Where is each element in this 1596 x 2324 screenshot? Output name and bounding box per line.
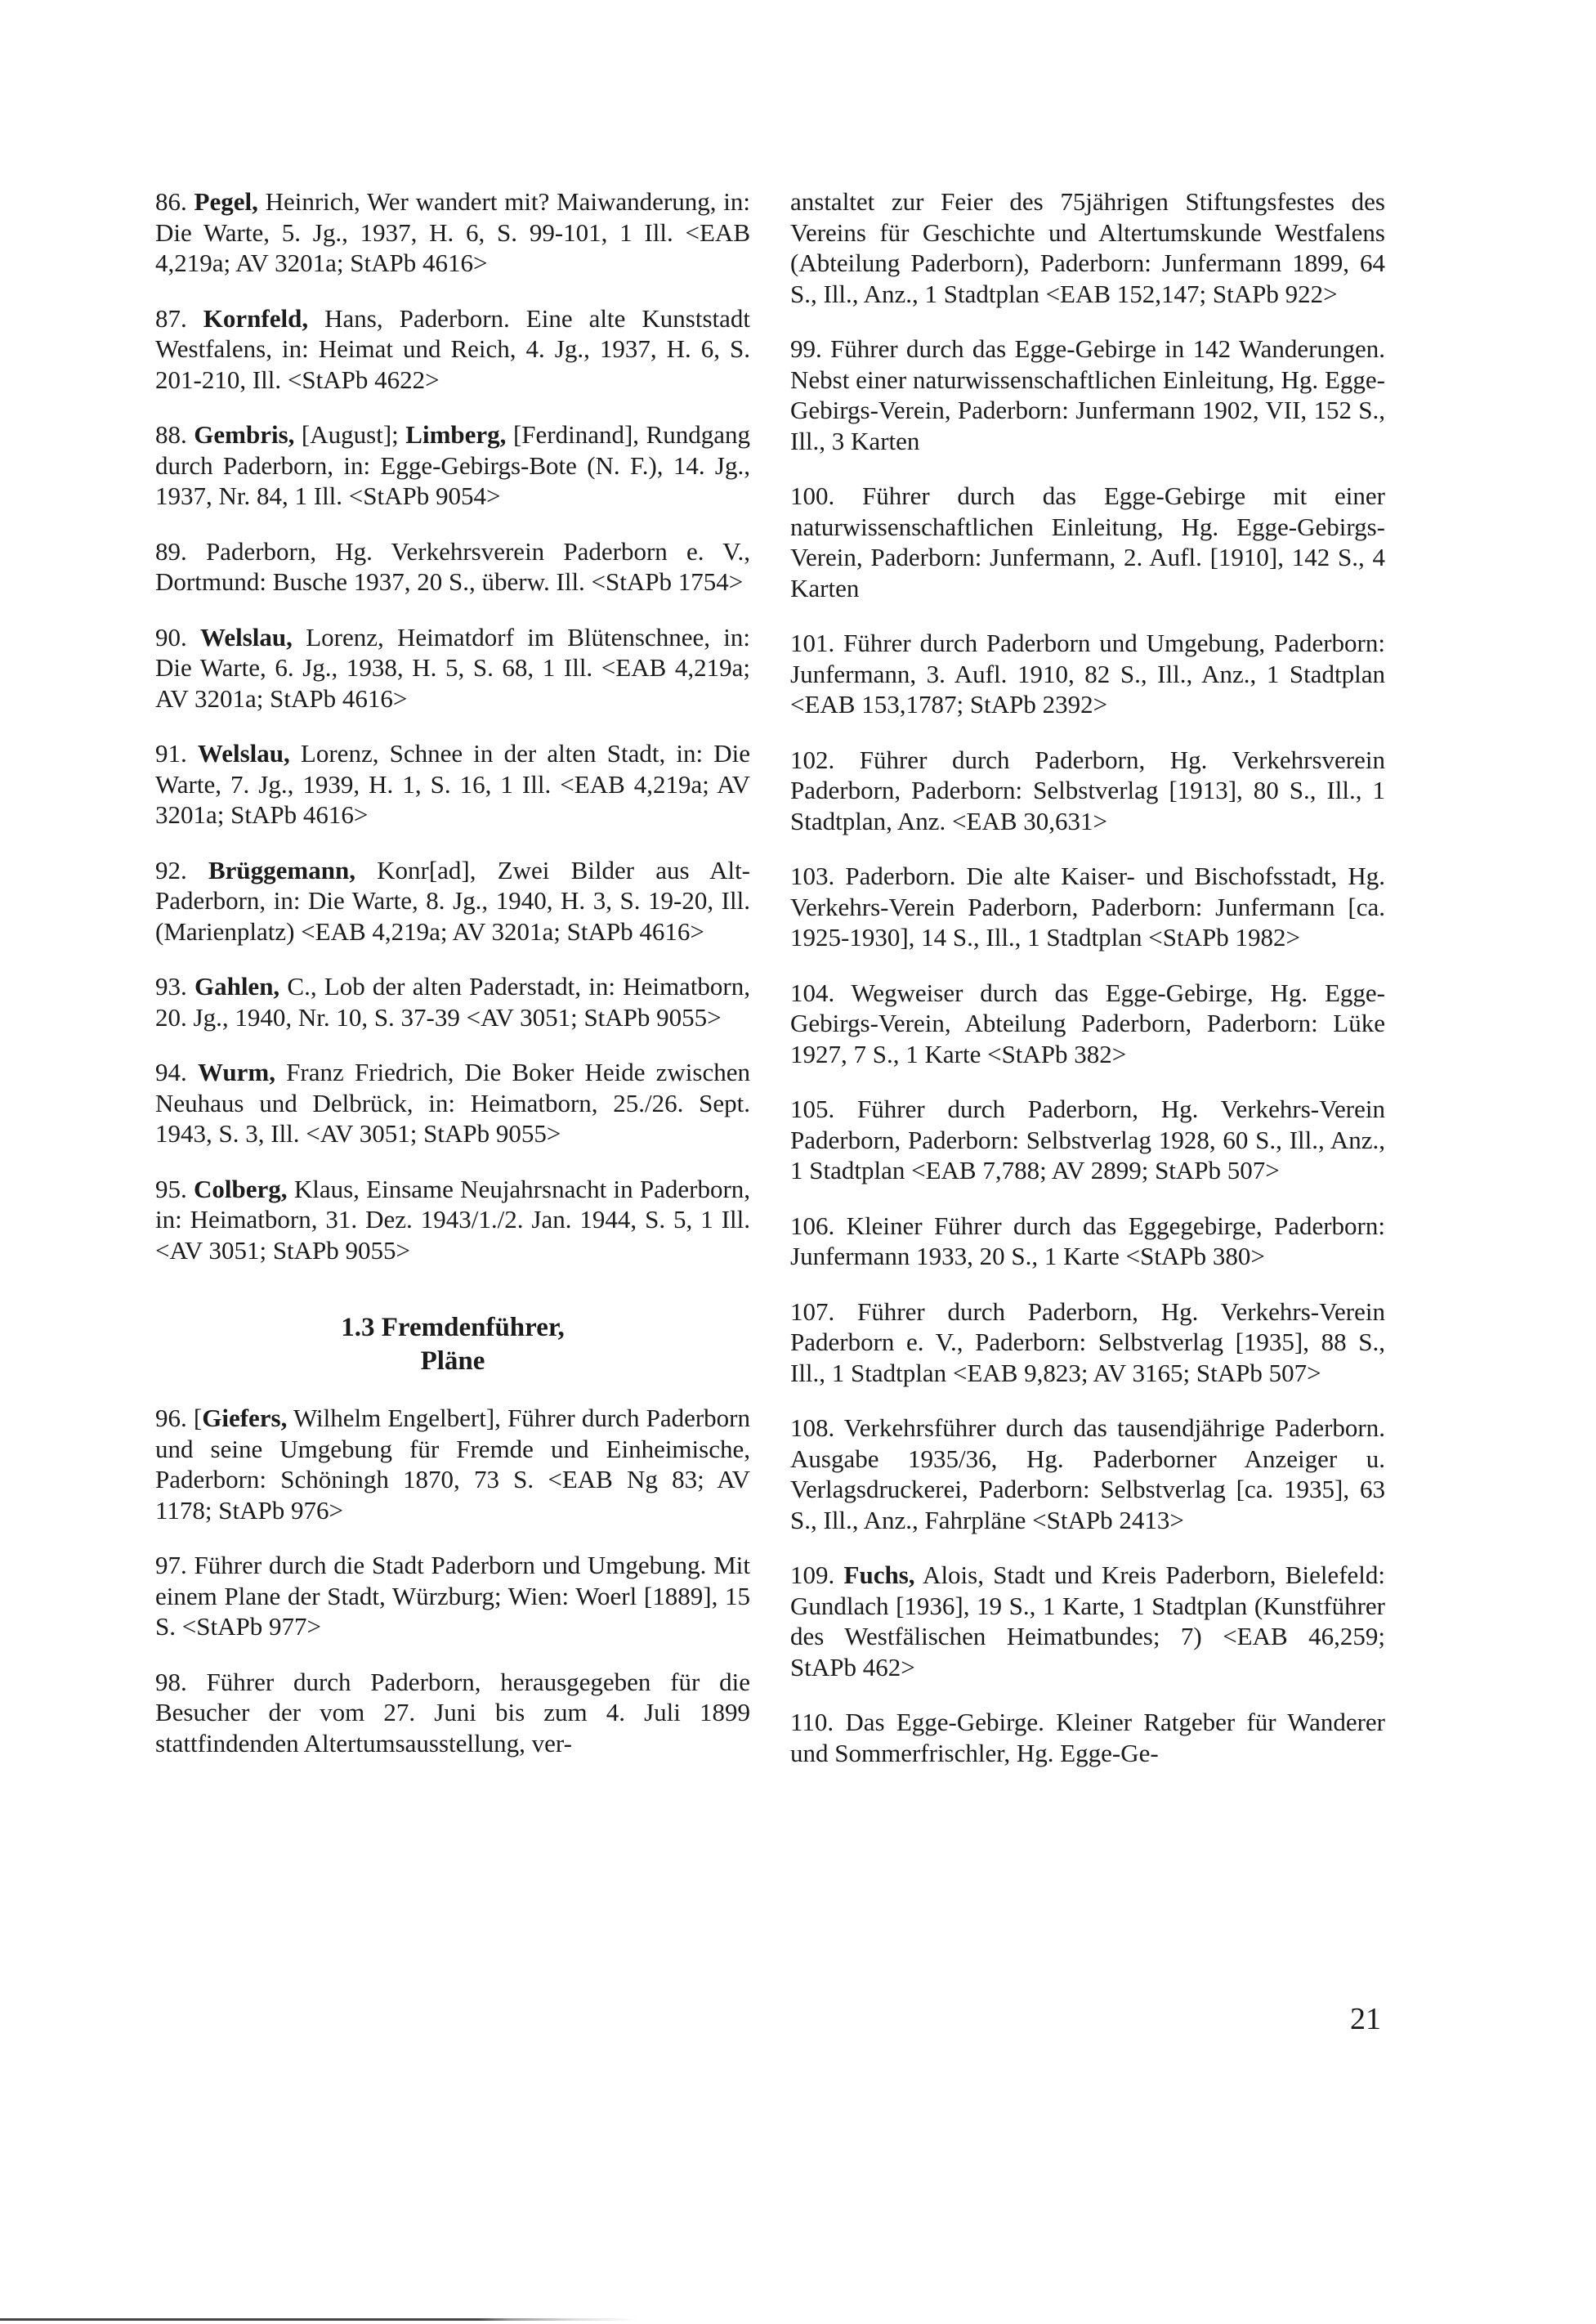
author: Kornfeld, bbox=[203, 303, 309, 333]
author: Pegel, bbox=[194, 187, 258, 216]
entry-107: 107. Führer durch Paderborn, Hg. Verkehrs-Verein Paderborn e. V., Paderborn: Selbstverlag [1935], 88 S., Ill., 1 Stadtplan <EAB 9,823; AV 3165; StAPb 507> bbox=[790, 1296, 1385, 1387]
entry-105: 105. Führer durch Paderborn, Hg. Verkehrs-Verein Paderborn, Paderborn: Selbstverlag 1928, 60 S., Ill., Anz., 1 Stadtplan <EAB 7,788; AV 2899; StAPb 507> bbox=[790, 1095, 1385, 1184]
section-heading-line1: 1.3 Fremdenführer, bbox=[341, 1313, 565, 1342]
page-number: 21 bbox=[1350, 2002, 1381, 2036]
entry-108: 108. Verkehrsführer durch das tausendjährige Paderborn. Ausgabe 1935/36, Hg. Paderborner Anzeiger u. Verlagsdruckerei, Paderborn: Selbstverlag [ca. 1935], 63 S., Ill., Anz., Fahrpläne <StAPb 2413> bbox=[790, 1413, 1385, 1534]
section-heading bbox=[155, 1311, 750, 1378]
entry-91: 91. Welslau, Lorenz, Schnee in der alten Stadt, in: Die Warte, 7. Jg., 1939, H. 1, S. 16, 1 Ill. <EAB 4,219a; AV 3201a; StAPb 4616> bbox=[155, 739, 751, 829]
left-column bbox=[155, 186, 750, 1783]
author: Giefers, bbox=[202, 1404, 288, 1432]
entry-94: 94. Wurm, Franz Friedrich, Die Boker Heide zwischen Neuhaus und Delbrück, in: Heimatborn, 25./26. Sept. 1943, S. 3, Ill. <AV 3051; StAPb 9055> bbox=[155, 1058, 751, 1148]
entry-86: 86. Pegel, Heinrich, Wer wandert mit? Maiwanderung, in: Die Warte, 5. Jg., 1937, H. 6, S. 99-101, 1 Ill. <EAB 4,219a; AV 3201a; StAPb 4616> bbox=[155, 187, 750, 277]
entry-98: 98. Führer durch Paderborn, herausgegeben für die Besucher der vom 27. Juni bis zum 4. Juli 1899 stattfindenden Altertumsausstellung, ver- bbox=[155, 1667, 750, 1758]
entry-110: 110. Das Egge-Gebirge. Kleiner Ratgeber für Wanderer und Sommerfrischler, Hg. Egge-Ge- bbox=[790, 1708, 1385, 1767]
entry-98-continuation: anstaltet zur Feier des 75jährigen Stiftungsfestes des Vereins für Geschichte und Altertumskunde Westfalens (Abteilung Paderborn), Paderborn: Junfermann 1899, 64 S., Ill., Anz., 1 Stadtplan <EAB 152,147; StAPb 922> bbox=[790, 187, 1385, 308]
entry-96: 96. [Giefers, Wilhelm Engelbert], Führer durch Paderborn und seine Umgebung für Fremde und Einheimische, Paderborn: Schöningh 1870, 73 S. <EAB Ng 83; AV 1178; StAPb 976> bbox=[155, 1404, 750, 1525]
entry-95: 95. Colberg, Klaus, Einsame Neujahrsnacht in Paderborn, in: Heimatborn, 31. Dez. 1943/1./2. Jan. 1944, S. 5, 1 Ill. <AV 3051; StAPb 9055> bbox=[155, 1174, 751, 1265]
author: Welslau, bbox=[197, 739, 290, 768]
right-column bbox=[790, 186, 1385, 1793]
entry-102: 102. Führer durch Paderborn, Hg. Verkehrsverein Paderborn, Paderborn: Selbstverlag [1913], 80 S., Ill., 1 Stadtplan, Anz. <EAB 30,631> bbox=[790, 745, 1385, 835]
author: Colberg, bbox=[194, 1174, 288, 1203]
entry-100: 100. Führer durch das Egge-Gebirge mit einer naturwissenschaftlichen Einleitung, Hg. Egge-Gebirgs-Verein, Paderborn: Junfermann, 2. Aufl. [1910], 142 S., 4 Karten bbox=[790, 481, 1385, 602]
entry-93: 93. Gahlen, C., Lob der alten Paderstadt, in: Heimatborn, 20. Jg., 1940, Nr. 10, S. 37-39 <AV 3051; StAPb 9055> bbox=[155, 972, 751, 1032]
scan-edge-rule bbox=[0, 2318, 1596, 2321]
entry-92: 92. Brüggemann, Konr[ad], Zwei Bilder aus Alt-Paderborn, in: Die Warte, 8. Jg., 1940, H. 3, S. 19-20, Ill. (Marienplatz) <EAB 4,219a; AV 3201a; StAPb 4616> bbox=[155, 855, 750, 946]
entry-89: 89. Paderborn, Hg. Verkehrsverein Paderborn e. V., Dortmund: Busche 1937, 20 S., überw. Ill. <StAPb 1754> bbox=[155, 536, 750, 596]
author: Brüggemann, bbox=[208, 855, 355, 884]
author: Wurm, bbox=[197, 1058, 275, 1086]
entry-90: 90. Welslau, Lorenz, Heimatdorf im Blütenschnee, in: Die Warte, 6. Jg., 1938, H. 5, S. 68, 1 Ill. <EAB 4,219a; AV 3201a; StAPb 4616> bbox=[155, 622, 750, 713]
entry-109: 109. Fuchs, Alois, Stadt und Kreis Paderborn, Bielefeld: Gundlach [1936], 19 S., 1 Karte, 1 Stadtplan (Kunstführer des Westfälischen Heimatbundes; 7) <EAB 46,259; StAPb 462> bbox=[790, 1561, 1386, 1681]
entry-87: 87. Kornfeld, Hans, Paderborn. Eine alte Kunststadt Westfalens, in: Heimat und Reich, 4. Jg., 1937, H. 6, S. 201-210, Ill. <StAPb 4622> bbox=[155, 303, 751, 394]
entry-104: 104. Wegweiser durch das Egge-Gebirge, Hg. Egge-Gebirgs-Verein, Abteilung Paderborn, Paderborn: Lüke 1927, 7 S., 1 Karte <StAPb 382> bbox=[790, 978, 1385, 1068]
author: Welslau, bbox=[200, 622, 293, 652]
author: Fuchs, bbox=[843, 1561, 915, 1589]
entry-106: 106. Kleiner Führer durch das Eggegebirge, Paderborn: Junfermann 1933, 20 S., 1 Karte <StAPb 380> bbox=[790, 1211, 1385, 1270]
author: Limberg, bbox=[405, 420, 507, 449]
section-heading-line2: Pläne bbox=[420, 1346, 485, 1376]
entry-103: 103. Paderborn. Die alte Kaiser- und Bischofsstadt, Hg. Verkehrs-Verein Paderborn, Paderborn: Junfermann [ca. 1925-1930], 14 S., Ill., 1 Stadtplan <StAPb 1982> bbox=[790, 862, 1385, 952]
author: Gembris, bbox=[194, 420, 295, 449]
entry-101: 101. Führer durch Paderborn und Umgebung, Paderborn: Junfermann, 3. Aufl. 1910, 82 S., Ill., Anz., 1 Stadtplan <EAB 153,1787; StAPb 2392> bbox=[790, 629, 1385, 719]
entry-88: 88. Gembris, [August]; Limberg, [Ferdinand], Rundgang durch Paderborn, in: Egge-Gebirgs-Bote (N. F.), 14. Jg., 1937, Nr. 84, 1 Ill. <StAPb 9054> bbox=[155, 420, 751, 510]
entry-97: 97. Führer durch die Stadt Paderborn und Umgebung. Mit einem Plane der Stadt, Würzburg; Wien: Woerl [1889], 15 S. <StAPb 977> bbox=[155, 1551, 750, 1641]
author: Gahlen, bbox=[194, 972, 280, 1001]
entry-99: 99. Führer durch das Egge-Gebirge in 142 Wanderungen. Nebst einer naturwissenschaftlichen Einleitung, Hg. Egge-Gebirgs-Verein, Paderborn: Junfermann 1902, VII, 152 S., Ill., 3 Karten bbox=[790, 334, 1385, 455]
